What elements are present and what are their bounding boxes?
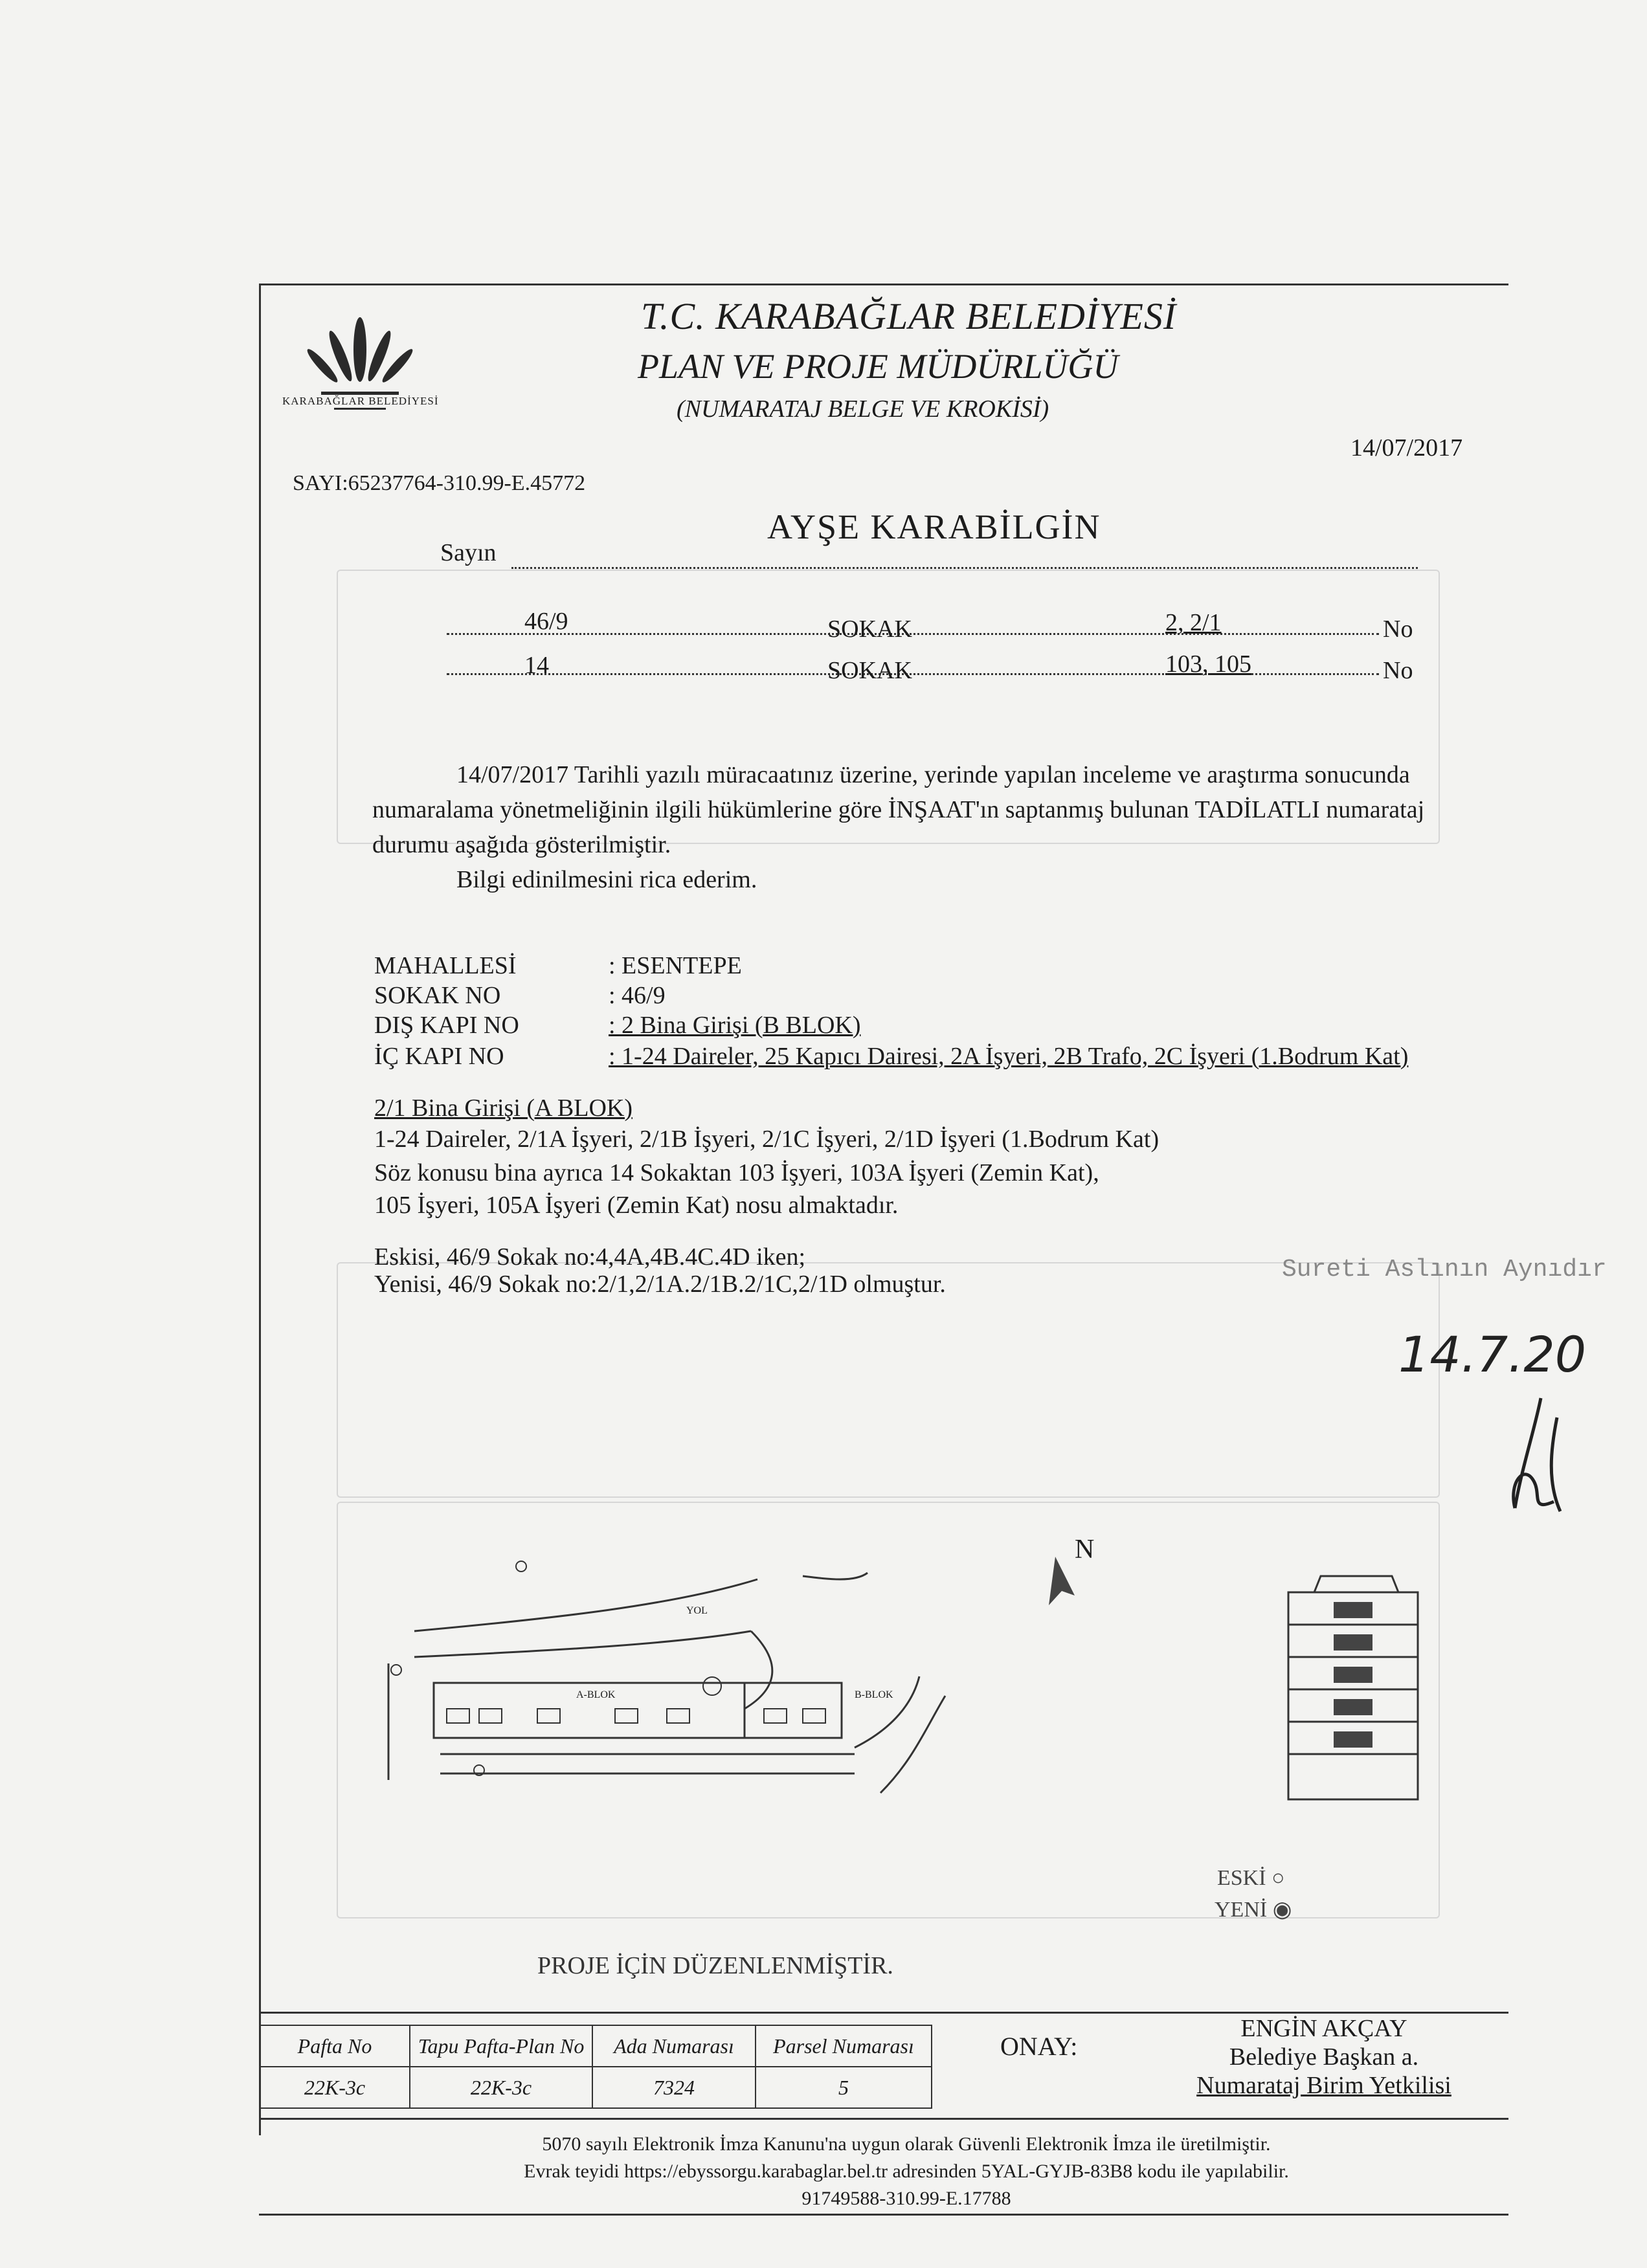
road-label: YOL bbox=[686, 1605, 708, 1616]
footer-line-1: 5070 sayılı Elektronik İmza Kanunu'na uygun olarak Güvenli Elektronik İmza ile üretilmiştir. bbox=[542, 2133, 1271, 2155]
address-dotline-1 bbox=[447, 620, 1379, 635]
header-tapu: Tapu Pafta-Plan No bbox=[410, 2025, 592, 2067]
body-paragraph bbox=[372, 757, 1473, 897]
legend-old-marker: ○ bbox=[1272, 1866, 1285, 1890]
door-number-1: 2, 2/1 bbox=[1165, 609, 1222, 636]
legend-new-marker: ◉ bbox=[1272, 1898, 1292, 1922]
e-signature-footer bbox=[388, 2131, 1424, 2212]
legend-new-label: YENİ bbox=[1215, 1898, 1268, 1922]
approval-label: ONAY: bbox=[1000, 2032, 1078, 2061]
value-parsel: 5 bbox=[756, 2067, 932, 2108]
detail-value-sokak: : 46/9 bbox=[609, 982, 666, 1009]
body-text: 14/07/2017 Tarihli yazılı müracaatınız üzerine, yerinde yapılan inceleme ve araştırma sonucunda numaralama yönetmeliğinin ilgili hükümlerine göre İNŞAAT'ın saptanmış bulunan TADİLATLI numarataj durumu aşağıda gösterilmiştir. bbox=[372, 761, 1425, 858]
signature bbox=[1496, 1392, 1573, 1524]
legend-new bbox=[1215, 1896, 1292, 1922]
block-b-label: B-BLOK bbox=[855, 1689, 893, 1700]
footer-top-rule bbox=[259, 2118, 1508, 2120]
handwritten-date: 14.7.20 bbox=[1398, 1326, 1587, 1383]
signer-name: ENGİN AKÇAY bbox=[1240, 2015, 1407, 2042]
new-numbers: Yenisi, 46/9 Sokak no:2/1,2/1A.2/1B.2/1C,2/1D olmuştur. bbox=[374, 1271, 946, 1298]
footer-line-3: 91749588-310.99-E.17788 bbox=[801, 2188, 1011, 2209]
street-label-2: SOKAK bbox=[827, 657, 912, 684]
building-elevation bbox=[1275, 1566, 1444, 1806]
no-label-2: No bbox=[1383, 657, 1413, 684]
detail-label-sokak: SOKAK NO bbox=[374, 982, 501, 1009]
document-type: (NUMARATAJ BELGE VE KROKİSİ) bbox=[677, 395, 1049, 423]
note-line-1: Söz konusu bina ayrıca 14 Sokaktan 103 İşyeri, 103A İşyeri (Zemin Kat), bbox=[374, 1159, 1099, 1186]
street-number-1: 46/9 bbox=[524, 608, 568, 635]
recipient-name: AYŞE KARABİLGİN bbox=[767, 507, 1101, 546]
north-label: N bbox=[1075, 1535, 1095, 1564]
table-header-row bbox=[260, 2025, 932, 2067]
detail-value-ic-kapi: : 1-24 Daireler, 25 Kapıcı Dairesi, 2A İşyeri, 2B Trafo, 2C İşyeri (1.Bodrum Kat) bbox=[609, 1043, 1409, 1070]
top-rule bbox=[259, 284, 1508, 285]
department-title: PLAN VE PROJE MÜDÜRLÜĞÜ bbox=[638, 347, 1119, 386]
bottom-rule bbox=[259, 2214, 1508, 2216]
reference-number: SAYI:65237764-310.99-E.45772 bbox=[293, 471, 586, 495]
logo-text: KARABAĞLAR BELEDİYESİ bbox=[282, 395, 439, 407]
street-number-2: 14 bbox=[524, 652, 549, 679]
legend-old-label: ESKİ bbox=[1217, 1866, 1266, 1890]
value-ada: 7324 bbox=[592, 2067, 756, 2108]
signer-title-2: Numarataj Birim Yetkilisi bbox=[1196, 2072, 1451, 2099]
site-sketch bbox=[363, 1534, 1165, 1819]
door-number-2: 103, 105 bbox=[1165, 650, 1251, 678]
closing-text: Bilgi edinilmesini rica ederim. bbox=[456, 866, 757, 893]
detail-label-mahalle: MAHALLESİ bbox=[374, 952, 517, 979]
table-value-row bbox=[260, 2067, 932, 2108]
recipient-label: Sayın bbox=[440, 539, 497, 566]
detail-label-ic-kapi: İÇ KAPI NO bbox=[374, 1043, 504, 1070]
approval-signer bbox=[1159, 2014, 1489, 2100]
block-a-label: A-BLOK bbox=[576, 1689, 616, 1700]
detail-value-mahalle: : ESENTEPE bbox=[609, 952, 742, 979]
parcel-table bbox=[259, 2025, 932, 2109]
note-line-2: 105 İşyeri, 105A İşyeri (Zemin Kat) nosu almaktadır. bbox=[374, 1192, 899, 1219]
a-block-entrance: 2/1 Bina Girişi (A BLOK) bbox=[374, 1095, 633, 1122]
a-block-units: 1-24 Daireler, 2/1A İşyeri, 2/1B İşyeri, 2/1C İşyeri, 2/1D İşyeri (1.Bodrum Kat) bbox=[374, 1126, 1160, 1153]
document-title: T.C. KARABAĞLAR BELEDİYESİ bbox=[641, 295, 1177, 337]
street-label-1: SOKAK bbox=[827, 616, 912, 643]
table-top-rule bbox=[259, 2012, 1508, 2014]
footer-line-2: Evrak teyidi https://ebyssorgu.karabaglar.bel.tr adresinden 5YAL-GYJB-83B8 kodu ile yapılabilir. bbox=[524, 2161, 1289, 2182]
detail-value-dis-kapi: : 2 Bina Girişi (B BLOK) bbox=[609, 1012, 861, 1039]
legend-old bbox=[1217, 1866, 1285, 1891]
signer-title-1: Belediye Başkan a. bbox=[1229, 2043, 1419, 2071]
municipality-logo bbox=[276, 304, 444, 434]
header-pafta: Pafta No bbox=[260, 2025, 410, 2067]
document-date: 14/07/2017 bbox=[1350, 434, 1463, 461]
value-tapu: 22K-3c bbox=[410, 2067, 592, 2108]
certified-copy-stamp: Sureti Aslının Aynıdır bbox=[1282, 1256, 1607, 1284]
no-label-1: No bbox=[1383, 616, 1413, 643]
project-note: PROJE İÇİN DÜZENLENMİŞTİR. bbox=[537, 1952, 893, 1979]
recipient-dotline bbox=[511, 550, 1418, 569]
detail-label-dis-kapi: DIŞ KAPI NO bbox=[374, 1012, 519, 1039]
header-parsel: Parsel Numarası bbox=[756, 2025, 932, 2067]
header-ada: Ada Numarası bbox=[592, 2025, 756, 2067]
value-pafta: 22K-3c bbox=[260, 2067, 410, 2108]
old-numbers: Eskisi, 46/9 Sokak no:4,4A,4B.4C.4D iken; bbox=[374, 1243, 806, 1271]
